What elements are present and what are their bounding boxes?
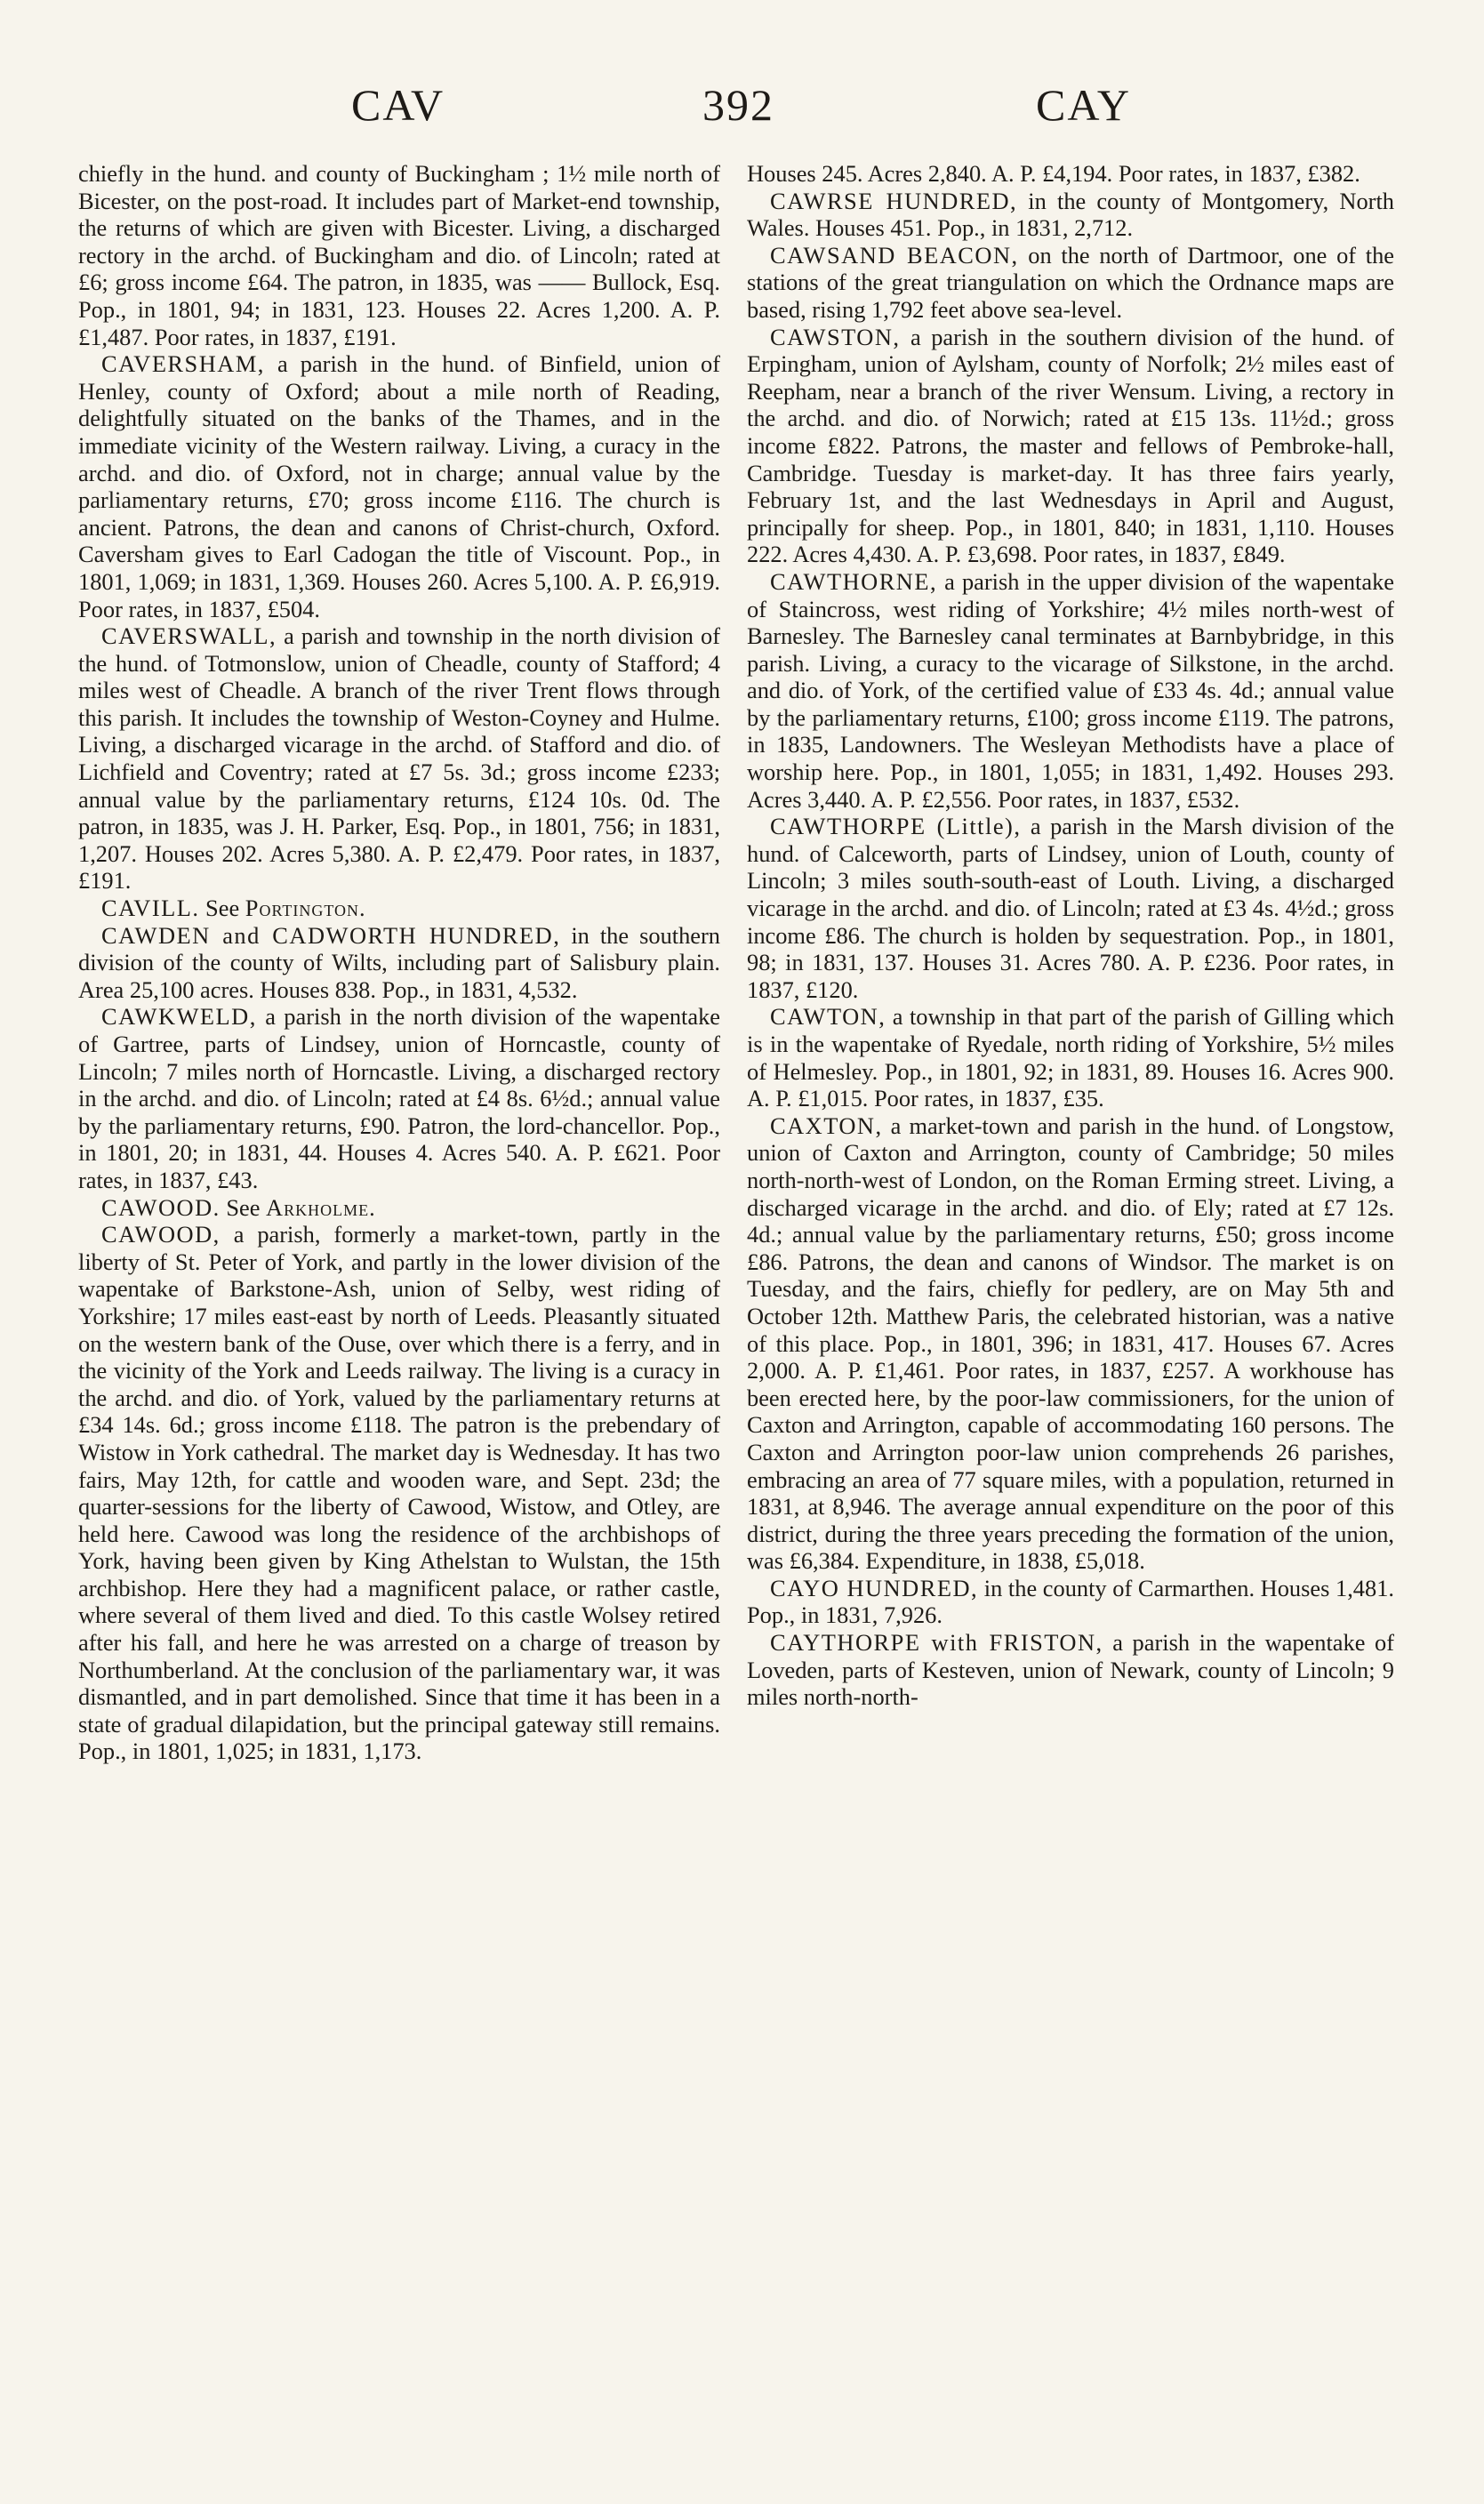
running-head-left: CAV [351,80,445,130]
entry-text: a parish in the north division of the wapentake of Gartree, parts of Lindsey, union of Horncastle, county of Lincoln; 7 miles north of Horncastle. Living, a discharged rectory in the archd. and dio. of Lincoln; rated at £4 8s. 6½d.; annual value by the parliamentary returns, £90. Patron, the lord-chancellor. Pop., in 1801, 20; in 1831, 44. Houses 4. Acres 540. A. P. £621. Poor rates, in 1837, £43. [78,1003,720,1193]
entry-text: a parish in the wapentake of Loveden, parts of Kesteven, union of Newark, county of Lincoln; 9 miles north-north- [747,1629,1394,1711]
entry-text: a parish in the Marsh division of the hund. of Calceworth, parts of Lindsey, union of Louth, county of Lincoln; 3 miles south-south-east of Louth. Living, a discharged vicarage in the archd. and dio. of Lincoln; rated at £3 4s. 4½d.; gross income £86. The church is holden by sequestration. Pop., in 1801, 98; in 1831, 137. Houses 31. Acres 780. A. P. £236. Poor rates, in 1837, £120. [747,813,1394,1003]
entry-cawood-continued [747,160,1394,188]
running-head-right: CAY [1036,80,1131,130]
entry-text: See [199,895,245,922]
entry-caythorpe [747,1629,1394,1711]
entry-text: See [220,1193,267,1221]
entry-headword: CAVERSHAM, [101,350,265,378]
entry-headword: CAWRSE HUNDRED, [770,187,1018,214]
entry-headword: CAWTHORPE (Little), [770,813,1022,840]
entry-headword: CAWOOD, [101,1221,221,1248]
entry-cayo [747,1575,1394,1629]
entry-cavill [78,895,720,922]
entry-cawrse [747,188,1394,242]
entry-caversham [78,350,720,622]
entry-continued [78,160,720,350]
entry-text: a parish and township in the north division of the hund. of Totmonslow, union of Cheadle, county of Stafford; 4 miles west of Cheadle. A branch of the river Trent flows through this parish. It includes the township of Weston-Coyney and Hulme. Living, a discharged vicarage in the archd. of Stafford and dio. of Lichfield and Coventry; rated at £7 5s. 3d.; gross income £233; annual value by the parliamentary returns, £124 10s. 0d. The patron, in 1835, was J. H. Parker, Esq. Pop., in 1801, 756; in 1831, 1,207. Houses 202. Acres 5,380. A. P. £2,479. Poor rates, in 1837, £191. [78,622,720,895]
entry-cawood-see [78,1194,720,1222]
entry-cawood [78,1221,720,1765]
cross-reference: Arkholme. [266,1193,376,1221]
entry-cawston [747,324,1394,568]
entry-text: on the north of Dartmoor, one of the stations of the great triangulation on which the Ordnance maps are based, rising 1,792 feet above sea-level. [747,241,1394,323]
entry-cawkweld [78,1003,720,1193]
entry-cawsand [747,242,1394,324]
entry-headword: CAXTON, [770,1112,883,1139]
page-header [0,78,1484,132]
page-number: 392 [702,80,774,130]
entry-text: a township in that part of the parish of Gilling which is in the wapentake of Ryedale, north riding of Yorkshire, 5½ miles of Helmesley. Pop., in 1801, 92; in 1831, 89. Houses 16. Acres 900. A. P. £1,015. Poor rates, in 1837, £35. [747,1003,1394,1112]
entry-caverswall [78,622,720,895]
entry-text: a parish in the upper division of the wapentake of Staincross, west riding of Yorkshire; 4½ miles north-west of Barnesley. The Barnesley canal terminates at Barnbybridge, in this parish. Living, a curacy to the vicarage of Silkstone, in the archd. and dio. of York, of the certified value of £33 4s. 4d.; annual value by the parliamentary returns, £100; gross income £119. The patrons, in 1835, Landowners. The Wesleyan Methodists have a place of worship here. Pop., in 1801, 1,055; in 1831, 1,492. Houses 293. Acres 3,440. A. P. £2,556. Poor rates, in 1837, £532. [747,567,1394,813]
entry-cawthorpe [747,813,1394,1003]
right-column [747,160,1394,2481]
entry-text: a parish, formerly a market-town, partly in the liberty of St. Peter of York, and partly in the lower division of the wapentake of Barkstone-Ash, union of Selby, west riding of Yorkshire; 17 miles east-east by north of Leeds. Pleasantly situated on the western bank of the Ouse, over which there is a ferry, and in the vicinity of the York and Leeds railway. The living is a curacy in the archd. and dio. of York, valued by the parliamentary returns at £34 14s. 6d.; gross income £118. The patron is the prebendary of Wistow in York cathedral. The market day is Wednesday. It has two fairs, May 12th, for cattle and wooden ware, and Sept. 23d; the quarter-sessions for the liberty of Cawood, Wistow, and Otley, are held here. Cawood was long the residence of the archbishops of York, having been given by King Athelstan to Wulstan, the 15th archbishop. Here they had a magnificent palace, or rather castle, where several of them lived and died. To this castle Wolsey retired after his fall, and here he was arrested on a charge of treason by Northumberland. At the conclusion of the parliamentary war, it was dismantled, and in part demolished. Since that time it has been in a state of gradual dilapidation, but the principal gateway still remains. Pop., in 1801, 1,025; in 1831, 1,173. [78,1221,720,1765]
cross-reference: Portington. [245,895,366,922]
entry-caxton [747,1112,1394,1575]
entry-cawden [78,922,720,1004]
entry-text: a market-town and parish in the hund. of Longstow, union of Caxton and Arrington, county of Cambridge; 50 miles north-north-west of London, on the Roman Erming street. Living, a discharged vicarage in the archd. and dio. of Ely; rated at £7 12s. 4d.; annual value by the parliamentary returns, £50; gross income £86. Patrons, the dean and canons of Windsor. The market is on Tuesday, and the fairs, chiefly for pedlery, are on May 5th and October 12th. Matthew Paris, the celebrated historian, was a native of this place. Pop., in 1801, 396; in 1831, 417. Houses 67. Acres 2,000. A. P. £1,461. Poor rates, in 1837, £257. A workhouse has been erected here, by the poor-law commissioners, for the union of Caxton and Arrington, capable of accommodating 160 persons. The Caxton and Arrington poor-law union comprehends 26 parishes, embracing an area of 77 square miles, with a population, returned in 1831, at 8,946. The average annual expenditure on the poor of this district, during the three years preceding the formation of the union, was £6,384. Expenditure, in 1838, £5,018. [747,1112,1394,1575]
entry-cawton [747,1003,1394,1112]
entry-headword: CAVILL. [101,895,200,922]
entry-text: a parish in the hund. of Binfield, union of Henley, county of Oxford; about a mile north of Reading, delightfully situated on the banks of the Thames, and in the immediate vicinity of the Western railway. Living, a curacy in the archd. and dio. of Oxford, not in charge; annual value by the parliamentary returns, £70; gross income £116. The church is ancient. Patrons, the dean and canons of Christ-church, Oxford. Caversham gives to Earl Cadogan the title of Viscount. Pop., in 1801, 1,069; in 1831, 1,369. Houses 260. Acres 5,100. A. P. £6,919. Poor rates, in 1837, £504. [78,350,720,622]
entry-text: in the southern division of the county of Wilts, including part of Salisbury plain. Area 25,100 acres. Houses 838. Pop., in 1831, 4,532. [78,921,720,1003]
entry-cawthorne [747,568,1394,813]
entry-headword: CAYTHORPE with FRISTON, [770,1629,1103,1657]
entry-headword: CAWTON, [770,1003,886,1031]
entry-text: in the county of Montgomery, North Wales. Houses 451. Pop., in 1831, 2,712. [747,187,1394,242]
left-column [78,160,720,2481]
entry-text: in the county of Carmarthen. Houses 1,481. Pop., in 1831, 7,926. [747,1574,1394,1629]
entry-headword: CAVERSWALL, [101,622,277,650]
entry-text: a parish in the southern division of the hund. of Erpingham, union of Aylsham, county of Norfolk; 2½ miles east of Reepham, near a branch of the river Wensum. Living, a rectory in the archd. and dio. of Norwich; rated at £15 13s. 11½d.; gross income £822. Patrons, the master and fellows of Pembroke-hall, Cambridge. Tuesday is market-day. It has three fairs yearly, February 1st, and the last Wednesdays in April and August, principally for sheep. Pop., in 1801, 840; in 1831, 1,110. Houses 222. Acres 4,430. A. P. £3,698. Poor rates, in 1837, £849. [747,323,1394,568]
entry-headword: CAWOOD. [101,1193,221,1221]
entry-text: chiefly in the hund. and county of Buckingham ; 1½ mile north of Bicester, on the post-road. It includes part of Market-end township, the returns of which are given with Bicester. Living, a discharged rectory in the archd. of Buckingham and dio. of Lincoln; rated at £6; gross income £64. The patron, in 1835, was —— Bullock, Esq. Pop., in 1801, 94; in 1831, 123. Houses 22. Acres 1,200. A. P. £1,487. Poor rates, in 1837, £191. [78,160,720,350]
entry-text: Houses 245. Acres 2,840. A. P. £4,194. Poor rates, in 1837, £382. [747,160,1360,187]
entry-headword: CAWTHORNE, [770,567,938,595]
entry-headword: CAWSAND BEACON, [770,241,1019,269]
entry-headword: CAYO HUNDRED, [770,1574,979,1601]
entry-headword: CAWKWELD, [101,1003,257,1031]
entry-headword: CAWDEN and CADWORTH HUNDRED, [101,921,561,949]
entry-headword: CAWSTON, [770,323,901,350]
